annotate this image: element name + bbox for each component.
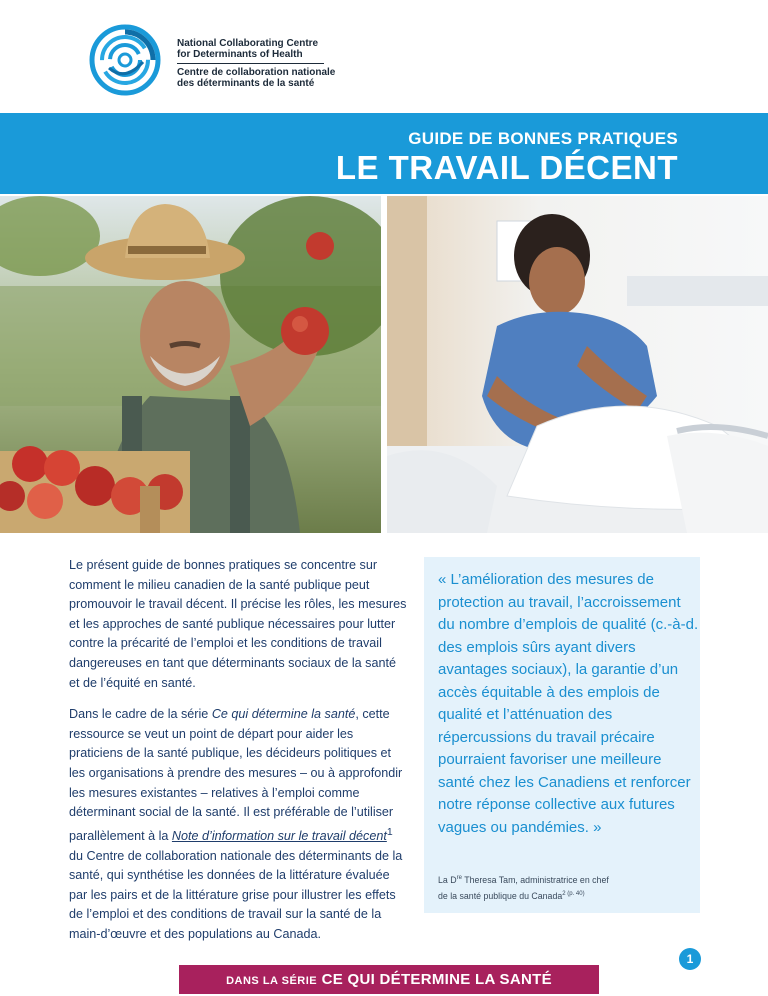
org-divider (177, 63, 324, 64)
footer-series-name: CE QUI DÉTERMINE LA SANTÉ (321, 971, 552, 988)
org-fr-line2: des déterminants de la santé (177, 78, 315, 89)
footnote-ref-2: 2 (p. 40) (562, 890, 585, 897)
footer-prefix: DANS LA SÉRIE (226, 975, 318, 987)
title-banner (0, 113, 768, 194)
organization-name (177, 38, 335, 89)
intro-p2-part-a: Dans le cadre de la série (69, 707, 212, 722)
org-en-line2: for Determinants of Health (177, 49, 303, 60)
org-fr-line1: Centre de collaboration nationale (177, 67, 336, 78)
banner-subtitle: GUIDE DE BONNES PRATIQUES (408, 129, 678, 148)
page-number: 1 (679, 948, 701, 970)
footnote-ref-1: 1 (386, 825, 393, 838)
page-title: LE TRAVAIL DÉCENT (335, 149, 678, 186)
intro-p2-part-c: du Centre de collaboration nationale des déterminants de la santé, qui synthétise les données de la littérature évaluée par les pairs et de la littérature grise pour illustrer les effets de l’emploi et des conditions de travail sur la santé de la main-d’œuvre et des populations au Canada. (69, 848, 403, 941)
decent-work-note-link[interactable]: Note d’information sur le travail décent (171, 828, 387, 843)
series-name: Ce qui détermine la santé (211, 707, 356, 722)
intro-paragraph-1: Le présent guide de bonnes pratiques se concentre sur comment le milieu canadien de la santé publique peut promouvoir le travail décent. Il précise les rôles, les mesures et les approches de santé publique nécessaires pour lutter contre la précarité de l’emploi et les conditions de travail dangereuses en tant que déterminants sociaux de la santé et de l’équité en santé. (69, 558, 407, 690)
attr-part-a: La D (438, 874, 457, 885)
intro-paragraph-2 (69, 705, 409, 944)
photo-nurse-making-bed (387, 196, 768, 533)
attr-part-b: Theresa Tam, administratrice en chef (461, 874, 609, 885)
header (0, 0, 768, 113)
pull-quote: « L’amélioration des mesures de protection au travail, l’accroissement du nombre d’emplois de qualité (c.-à-d. des emplois sûrs ayant divers avantages sociaux), la garantie d’un accès équitable à des emplois de qualité et l’atténuation des répercussions du travail précaire pourraient favoriser une meilleure santé chez les Canadiens et renforcer notre réponse collective aux futures vagues ou pandémies. » (438, 571, 699, 836)
series-footer-bar (179, 965, 599, 994)
org-en-line1: National Collaborating Centre (177, 38, 319, 49)
ncc-logo-icon (89, 24, 161, 96)
attr-title-sup: re (456, 875, 462, 881)
photo-farmer-apples (0, 196, 381, 533)
intro-text (69, 556, 409, 956)
attr-part-c: de la santé publique du Canada (438, 890, 563, 901)
quote-box (424, 557, 700, 913)
quote-attribution (438, 871, 700, 903)
intro-p2-part-b: , cette ressource se veut un point de départ pour aider les praticiens de la santé publique, les décideurs politiques et les organisations à prendre des mesures – ou à approfondir les mesures existantes – relatives à l’emploi comme déterminant social de la santé. Il est préférable de l’utiliser parallèlement à la (69, 707, 403, 843)
